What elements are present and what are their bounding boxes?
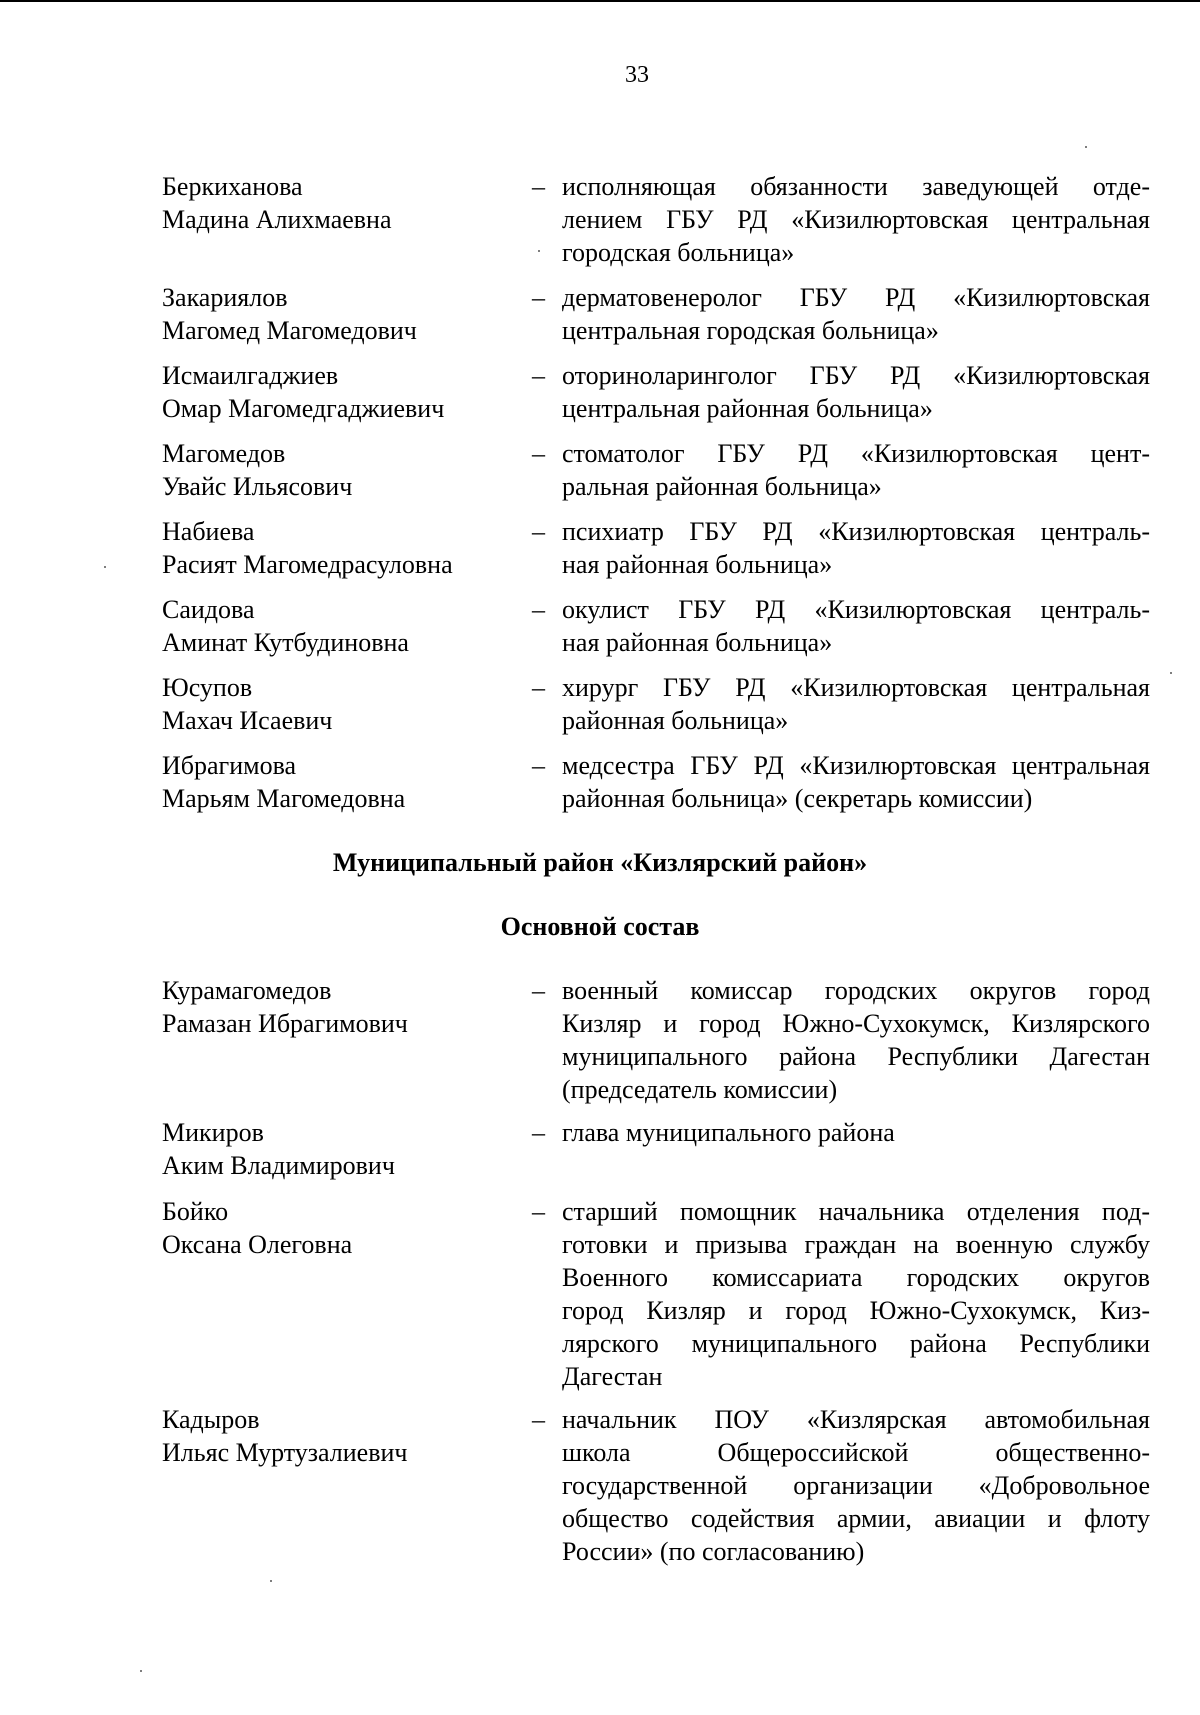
member-surname: Набиева: [162, 517, 255, 546]
scan-speck: [104, 566, 106, 568]
member-position: [562, 671, 1150, 737]
member-given-name: Увайс Ильясович: [162, 472, 353, 501]
position-line: психиатр ГБУ РД «Кизилюртовская централь-: [562, 517, 1150, 546]
member-given-name: Марьям Магомедовна: [162, 784, 406, 813]
member-given-name: Аким Владимирович: [162, 1151, 395, 1180]
member-position: [562, 515, 1150, 581]
member-given-name: Махач Исаевич: [162, 706, 333, 735]
member-given-name: Магомед Магомедович: [162, 316, 417, 345]
member-position: [562, 749, 1150, 815]
member-surname: Беркиханова: [162, 172, 303, 201]
position-line: оториноларинголог ГБУ РД «Кизилюртовская: [562, 361, 1150, 390]
page-number: 33: [625, 62, 649, 88]
member-name: [162, 437, 507, 503]
dash-separator: –: [532, 673, 545, 702]
member-name: [162, 974, 507, 1040]
member-surname: Курамагомедов: [162, 976, 332, 1005]
scan-speck: [1085, 146, 1087, 148]
position-line: стоматолог ГБУ РД «Кизилюртовская цент-: [562, 439, 1150, 468]
dash-separator: –: [532, 1197, 545, 1226]
position-line: окулист ГБУ РД «Кизилюртовская централь-: [562, 595, 1150, 624]
member-position: [562, 359, 1150, 425]
member-surname: Кадыров: [162, 1405, 260, 1434]
member-position: [562, 170, 1150, 269]
position-line: медсестра ГБУ РД «Кизилюртовская центральная: [562, 751, 1150, 780]
position-line: готовки и призыва граждан на военную службу: [562, 1230, 1150, 1259]
member-name: [162, 593, 507, 659]
position-line: городская больница»: [562, 238, 795, 267]
position-line: глава муниципального района: [562, 1118, 895, 1147]
position-line: лением ГБУ РД «Кизилюртовская центральная: [562, 205, 1150, 234]
member-name: [162, 749, 507, 815]
position-line: город Кизляр и город Южно-Сухокумск, Киз-: [562, 1296, 1150, 1325]
position-line: начальник ПОУ «Кизлярская автомобильная: [562, 1405, 1150, 1434]
position-line: ная районная больница»: [562, 550, 833, 579]
member-surname: Закариялов: [162, 283, 288, 312]
dash-separator: –: [532, 751, 545, 780]
dash-separator: –: [532, 439, 545, 468]
position-line: старший помощник начальника отделения под-: [562, 1197, 1150, 1226]
position-line: Кизляр и город Южно-Сухокумск, Кизлярского: [562, 1009, 1150, 1038]
position-line: Дагестан: [562, 1362, 663, 1391]
member-position: [562, 1116, 1150, 1149]
member-surname: Саидова: [162, 595, 255, 624]
member-given-name: Мадина Алихмаевна: [162, 205, 392, 234]
member-position: [562, 974, 1150, 1106]
position-line: государственной организации «Добровольное: [562, 1471, 1150, 1500]
member-position: [562, 593, 1150, 659]
scan-speck: [538, 250, 540, 252]
dash-separator: –: [532, 1118, 545, 1147]
position-line: центральная районная больница»: [562, 394, 933, 423]
member-name: [162, 359, 507, 425]
member-surname: Ибрагимова: [162, 751, 297, 780]
dash-separator: –: [532, 595, 545, 624]
district-heading: Муниципальный район «Кизлярский район»: [332, 848, 868, 877]
position-line: муниципального района Республики Дагестан: [562, 1042, 1150, 1071]
dash-separator: –: [532, 172, 545, 201]
top-border-line: [0, 0, 1200, 2]
dash-separator: –: [532, 283, 545, 312]
member-name: [162, 281, 507, 347]
member-name: [162, 1195, 507, 1261]
position-line: ная районная больница»: [562, 628, 833, 657]
position-line: исполняющая обязанности заведующей отде-: [562, 172, 1150, 201]
position-line: центральная городская больница»: [562, 316, 939, 345]
dash-separator: –: [532, 361, 545, 390]
member-position: [562, 437, 1150, 503]
member-surname: Исмаилгаджиев: [162, 361, 339, 390]
member-position: [562, 1403, 1150, 1568]
dash-separator: –: [532, 1405, 545, 1434]
dash-separator: –: [532, 517, 545, 546]
member-surname: Юсупов: [162, 673, 253, 702]
position-line: школа Общероссийской общественно-: [562, 1438, 1150, 1467]
member-position: [562, 1195, 1150, 1393]
dash-separator: –: [532, 976, 545, 1005]
member-name: [162, 515, 507, 581]
member-surname: Бойко: [162, 1197, 229, 1226]
position-line: (председатель комиссии): [562, 1075, 838, 1104]
member-position: [562, 281, 1150, 347]
member-name: [162, 1403, 507, 1469]
position-line: дерматовенеролог ГБУ РД «Кизилюртовская: [562, 283, 1150, 312]
position-line: Военного комиссариата городских округов: [562, 1263, 1150, 1292]
member-given-name: Рамазан Ибрагимович: [162, 1009, 408, 1038]
position-line: ральная районная больница»: [562, 472, 882, 501]
scan-speck: [270, 1580, 272, 1582]
position-line: районная больница» (секретарь комиссии): [562, 784, 1033, 813]
member-surname: Магомедов: [162, 439, 286, 468]
position-line: общество содействия армии, авиации и флоту: [562, 1504, 1150, 1533]
member-name: [162, 671, 507, 737]
member-given-name: Оксана Олеговна: [162, 1230, 353, 1259]
scan-speck: [140, 1670, 142, 1672]
member-name: [162, 1116, 507, 1182]
member-given-name: Омар Магомедгаджиевич: [162, 394, 445, 423]
composition-heading: Основной состав: [500, 912, 700, 941]
position-line: военный комиссар городских округов город: [562, 976, 1150, 1005]
member-given-name: Ильяс Муртузалиевич: [162, 1438, 408, 1467]
position-line: хирург ГБУ РД «Кизилюртовская центральная: [562, 673, 1150, 702]
scan-speck: [1170, 672, 1172, 674]
member-given-name: Расият Магомедрасуловна: [162, 550, 453, 579]
member-surname: Микиров: [162, 1118, 264, 1147]
position-line: России» (по согласованию): [562, 1537, 865, 1566]
position-line: районная больница»: [562, 706, 789, 735]
member-given-name: Аминат Кутбудиновна: [162, 628, 409, 657]
position-line: лярского муниципального района Республики: [562, 1329, 1150, 1358]
member-name: [162, 170, 507, 236]
